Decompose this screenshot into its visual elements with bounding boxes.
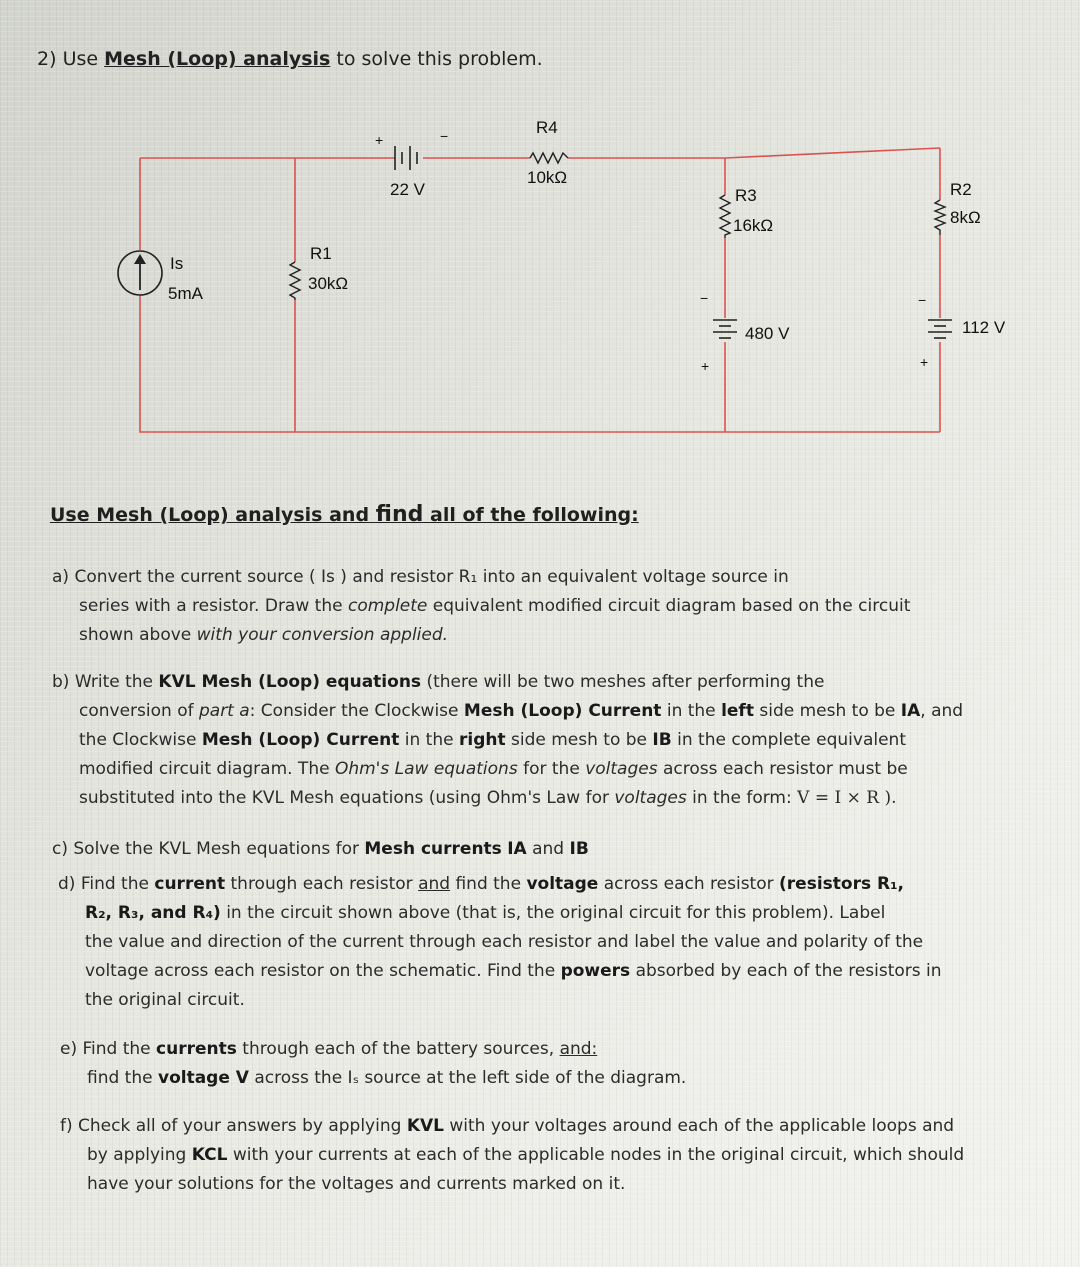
resistor-r2-symbol (935, 200, 945, 235)
question-f (60, 1112, 964, 1199)
qa-line-2: series with a resistor. Draw the complete equivalent modified circuit diagram based on the circuit (79, 596, 911, 616)
qe-line-1: e) Find the currents through each of the battery sources, and: (60, 1039, 598, 1059)
qc-line-1: c) Solve the KVL Mesh equations for Mesh currents IA and IB (52, 839, 589, 859)
question-a (52, 563, 910, 650)
r2-value: 8kΩ (950, 208, 981, 227)
resistor-r1-symbol (290, 262, 300, 300)
qf-line-3: have your solutions for the voltages and currents marked on it. (87, 1174, 626, 1194)
wire-top-right (568, 148, 940, 158)
qd-line-4: voltage across each resistor on the schematic. Find the powers absorbed by each of the resistors in (85, 961, 942, 981)
r1-name: R1 (310, 244, 332, 263)
qb-line-1: b) Write the KVL Mesh (Loop) equations (there will be two meshes after performing the (52, 672, 825, 692)
wire-left-bottom (140, 295, 940, 432)
problem-number: 2) (37, 48, 57, 70)
question-d (58, 870, 942, 1015)
battery-480-plus: + (701, 358, 710, 374)
battery-112-plus: + (920, 354, 929, 370)
resistor-r4-symbol (530, 153, 568, 163)
qf-line-2: by applying KCL with your currents at each of the applicable nodes in the original circuit, which should (87, 1145, 965, 1165)
is-value: 5mA (168, 284, 203, 303)
r3-name: R3 (735, 186, 757, 205)
qd-line-5: the original circuit. (85, 990, 245, 1010)
problem-pre: Use (62, 48, 99, 70)
battery-480v-symbol (713, 320, 737, 338)
battery-112-minus: − (918, 292, 927, 308)
qf-line-1: f) Check all of your answers by applying KVL with your voltages around each of the applicable loops and (60, 1116, 955, 1136)
heading-part-2: find (375, 502, 424, 527)
qd-line-3: the value and direction of the current through each resistor and label the value and polarity of the (85, 932, 924, 952)
current-source-is (118, 251, 162, 295)
problem-post: to solve this problem. (336, 48, 543, 70)
qa-line-3: shown above with your conversion applied. (79, 625, 449, 645)
qd-line-1: d) Find the current through each resistor and find the voltage across each resistor (resistors R₁, (58, 874, 904, 894)
qb-line-4: modified circuit diagram. The Ohm's Law equations for the voltages across each resistor must be (79, 759, 908, 779)
problem-method: Mesh (Loop) analysis (104, 48, 331, 70)
battery-480-minus: − (700, 290, 709, 306)
battery-112v-symbol (928, 320, 952, 338)
r3-value: 16kΩ (733, 216, 774, 235)
heading-part-1: Use Mesh (Loop) analysis and (50, 504, 370, 526)
is-name: Is (170, 254, 184, 273)
instructions-heading (50, 502, 639, 527)
circuit-schematic (0, 0, 1080, 470)
r1-value: 30kΩ (308, 274, 349, 293)
battery-22-minus: − (440, 128, 449, 144)
heading-part-3: all of the following: (430, 504, 639, 526)
battery-22-plus: + (375, 132, 384, 148)
question-b (52, 668, 963, 813)
battery-22-value: 22 V (390, 180, 425, 199)
battery-112-value: 112 V (962, 318, 1006, 337)
question-c (52, 835, 589, 864)
qe-line-2: find the voltage V across the Iₛ source at the left side of the diagram. (87, 1068, 687, 1088)
r4-name: R4 (536, 118, 558, 137)
qa-line-1: a) Convert the current source ( Is ) and resistor R₁ into an equivalent voltage source in (52, 567, 789, 587)
battery-22v-symbol (395, 146, 423, 170)
qd-line-2: R₂, R₃, and R₄) in the circuit shown above (that is, the original circuit for this problem). Label (85, 903, 886, 923)
resistor-r3-symbol (720, 195, 730, 238)
qb-line-5: substituted into the KVL Mesh equations (using Ohm's Law for voltages in the form: V = I × R ). (79, 788, 897, 808)
r2-name: R2 (950, 180, 972, 199)
battery-480-value: 480 V (745, 324, 790, 343)
qb-line-3: the Clockwise Mesh (Loop) Current in the right side mesh to be IB in the complete equivalent (79, 730, 906, 750)
qb-line-2: conversion of part a: Consider the Clockwise Mesh (Loop) Current in the left side mesh to be IA, and (79, 701, 964, 721)
r4-value: 10kΩ (527, 168, 568, 187)
circuit-wires (140, 148, 940, 432)
question-e (60, 1035, 686, 1093)
